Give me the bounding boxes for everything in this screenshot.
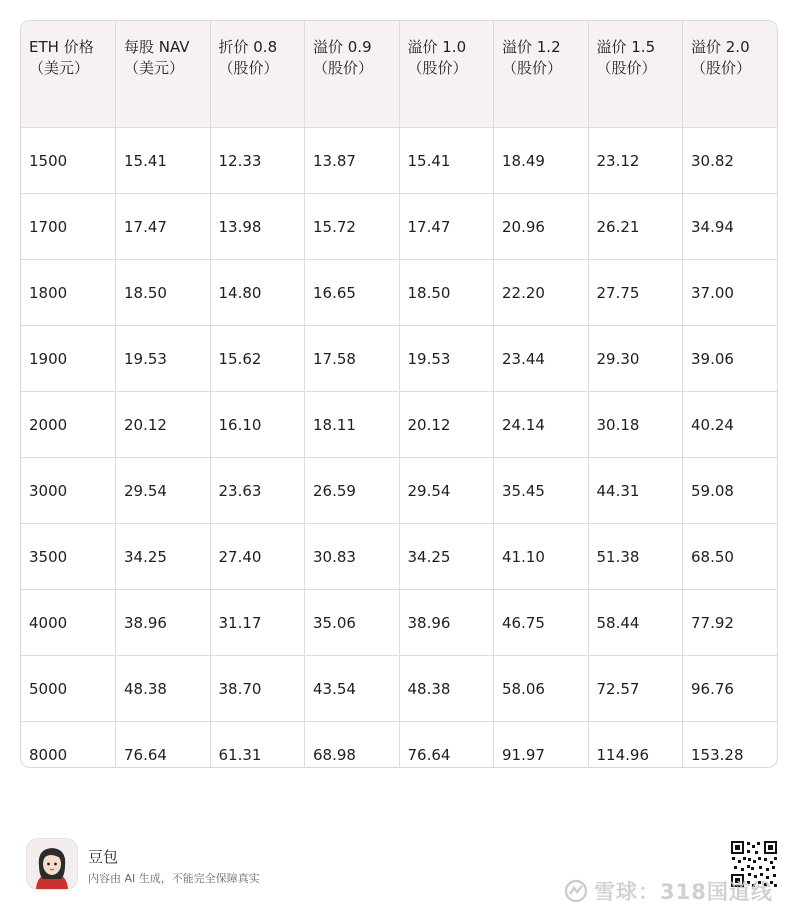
table-cell: 35.45 [494,458,589,524]
table-cell: 12.33 [210,128,305,194]
xueqiu-logo-icon [564,879,588,903]
table-cell: 58.44 [588,590,683,656]
table-cell: 30.83 [305,524,400,590]
table-cell: 16.65 [305,260,400,326]
column-header-title: 折价 0.8 [218,38,278,56]
table-cell: 76.64 [399,722,494,769]
table-cell: 17.58 [305,326,400,392]
column-header-title: 每股 NAV [124,38,190,56]
column-header-title: 溢价 0.9 [313,38,372,56]
table-row [21,656,777,722]
table-cell: 38.96 [399,590,494,656]
column-header [305,21,400,128]
table-cell: 58.06 [494,656,589,722]
column-header [588,21,683,128]
table-cell: 17.47 [116,194,211,260]
table-cell: 37.00 [683,260,778,326]
table-cell: 48.38 [399,656,494,722]
eth-price-cell: 1700 [21,194,116,260]
table-cell: 17.47 [399,194,494,260]
column-header-unit: （美元） [29,59,90,77]
table-cell: 153.28 [691,745,744,764]
eth-price-cell: 3000 [21,458,116,524]
table-cell: 29.54 [399,458,494,524]
column-header [494,21,589,128]
table-cell: 34.25 [116,524,211,590]
ai-disclaimer: 内容由 AI 生成，不能完全保障真实 [88,872,260,885]
column-header-title: 溢价 1.5 [596,38,656,56]
table-cell: 91.97 [494,722,589,769]
column-header [210,21,305,128]
table-cell: 46.75 [494,590,589,656]
column-header-title: ETH 价格 [29,38,94,56]
column-header-title: 溢价 1.2 [502,38,561,56]
table-cell: 13.98 [210,194,305,260]
table-cell: 16.10 [210,392,305,458]
table-cell: 20.12 [116,392,211,458]
table-row [21,260,777,326]
column-header-unit: （股价） [691,59,752,77]
table-row [21,326,777,392]
column-header-unit: （股价） [313,59,374,77]
table-row [21,392,777,458]
eth-nav-table-container [20,20,778,768]
table-cell: 34.25 [399,524,494,590]
table-cell: 43.54 [305,656,400,722]
column-header-unit: （股价） [407,59,468,77]
table-cell: 38.96 [116,590,211,656]
table-cell: 114.96 [588,722,683,769]
table-cell: 61.31 [210,722,305,769]
table-cell: 48.38 [116,656,211,722]
table-cell: 27.75 [588,260,683,326]
table-cell: 26.59 [305,458,400,524]
table-cell: 30.82 [683,128,778,194]
eth-nav-table [21,21,777,768]
eth-price-cell: 5000 [21,656,116,722]
table-cell: 38.70 [210,656,305,722]
column-header-unit: （股价） [596,59,657,77]
table-cell: 35.06 [305,590,400,656]
table-cell: 23.44 [494,326,589,392]
column-header-unit: （股价） [502,59,563,77]
table-cell: 30.18 [588,392,683,458]
column-header [683,21,778,128]
table-cell: 44.31 [588,458,683,524]
table-cell: 51.38 [588,524,683,590]
column-header-title: 溢价 2.0 [691,38,750,56]
table-cell: 14.80 [210,260,305,326]
watermark-text: 雪球：318国道线 [594,880,773,904]
eth-price-cell: 1500 [21,128,116,194]
table-row [21,524,777,590]
column-header-title: 溢价 1.0 [407,38,467,56]
table-body [21,128,777,769]
table-row [21,194,777,260]
eth-price-cell: 3500 [21,524,116,590]
table-cell: 15.72 [305,194,400,260]
table-cell: 96.76 [683,656,778,722]
table-cell: 23.12 [588,128,683,194]
table-header-row [21,21,777,128]
brand-name: 豆包 [88,848,119,866]
table-cell: 22.20 [494,260,589,326]
table-row [21,590,777,656]
table-cell: 13.87 [305,128,400,194]
table-cell: 76.64 [116,722,211,769]
table-cell: 77.92 [683,590,778,656]
table-cell: 19.53 [399,326,494,392]
table-cell: 18.49 [494,128,589,194]
table-cell: 29.30 [588,326,683,392]
table-cell: 15.41 [399,128,494,194]
table-cell: 24.14 [494,392,589,458]
column-header [21,21,116,128]
table-cell: 26.21 [588,194,683,260]
table-cell: 68.98 [305,722,400,769]
table-cell: 41.10 [494,524,589,590]
column-header-unit: （股价） [218,59,279,77]
table-cell: 31.17 [210,590,305,656]
table-cell: 29.54 [116,458,211,524]
doubao-avatar-icon [26,838,78,890]
eth-price-cell: 4000 [21,590,116,656]
table-cell: 18.11 [305,392,400,458]
eth-price-cell: 1800 [21,260,116,326]
eth-price-cell: 1900 [21,326,116,392]
table-cell: 20.96 [494,194,589,260]
table-cell: 18.50 [399,260,494,326]
table-cell: 68.50 [683,524,778,590]
table-cell: 18.50 [116,260,211,326]
table-cell: 15.41 [116,128,211,194]
table-cell: 72.57 [588,656,683,722]
column-header-unit: （美元） [124,59,185,77]
table-cell: 20.12 [399,392,494,458]
table-cell: 59.08 [683,458,778,524]
column-header [399,21,494,128]
table-cell: 23.63 [210,458,305,524]
table-row [21,722,777,769]
xueqiu-watermark [564,876,773,906]
table-row [21,458,777,524]
eth-price-cell: 2000 [21,392,116,458]
table-cell: 40.24 [683,392,778,458]
table-cell: 19.53 [116,326,211,392]
table-row [21,128,777,194]
table-cell: 34.94 [683,194,778,260]
eth-price-cell: 8000 [21,722,116,769]
table-cell: 27.40 [210,524,305,590]
column-header [116,21,211,128]
table-cell: 15.62 [210,326,305,392]
table-cell: 39.06 [683,326,778,392]
